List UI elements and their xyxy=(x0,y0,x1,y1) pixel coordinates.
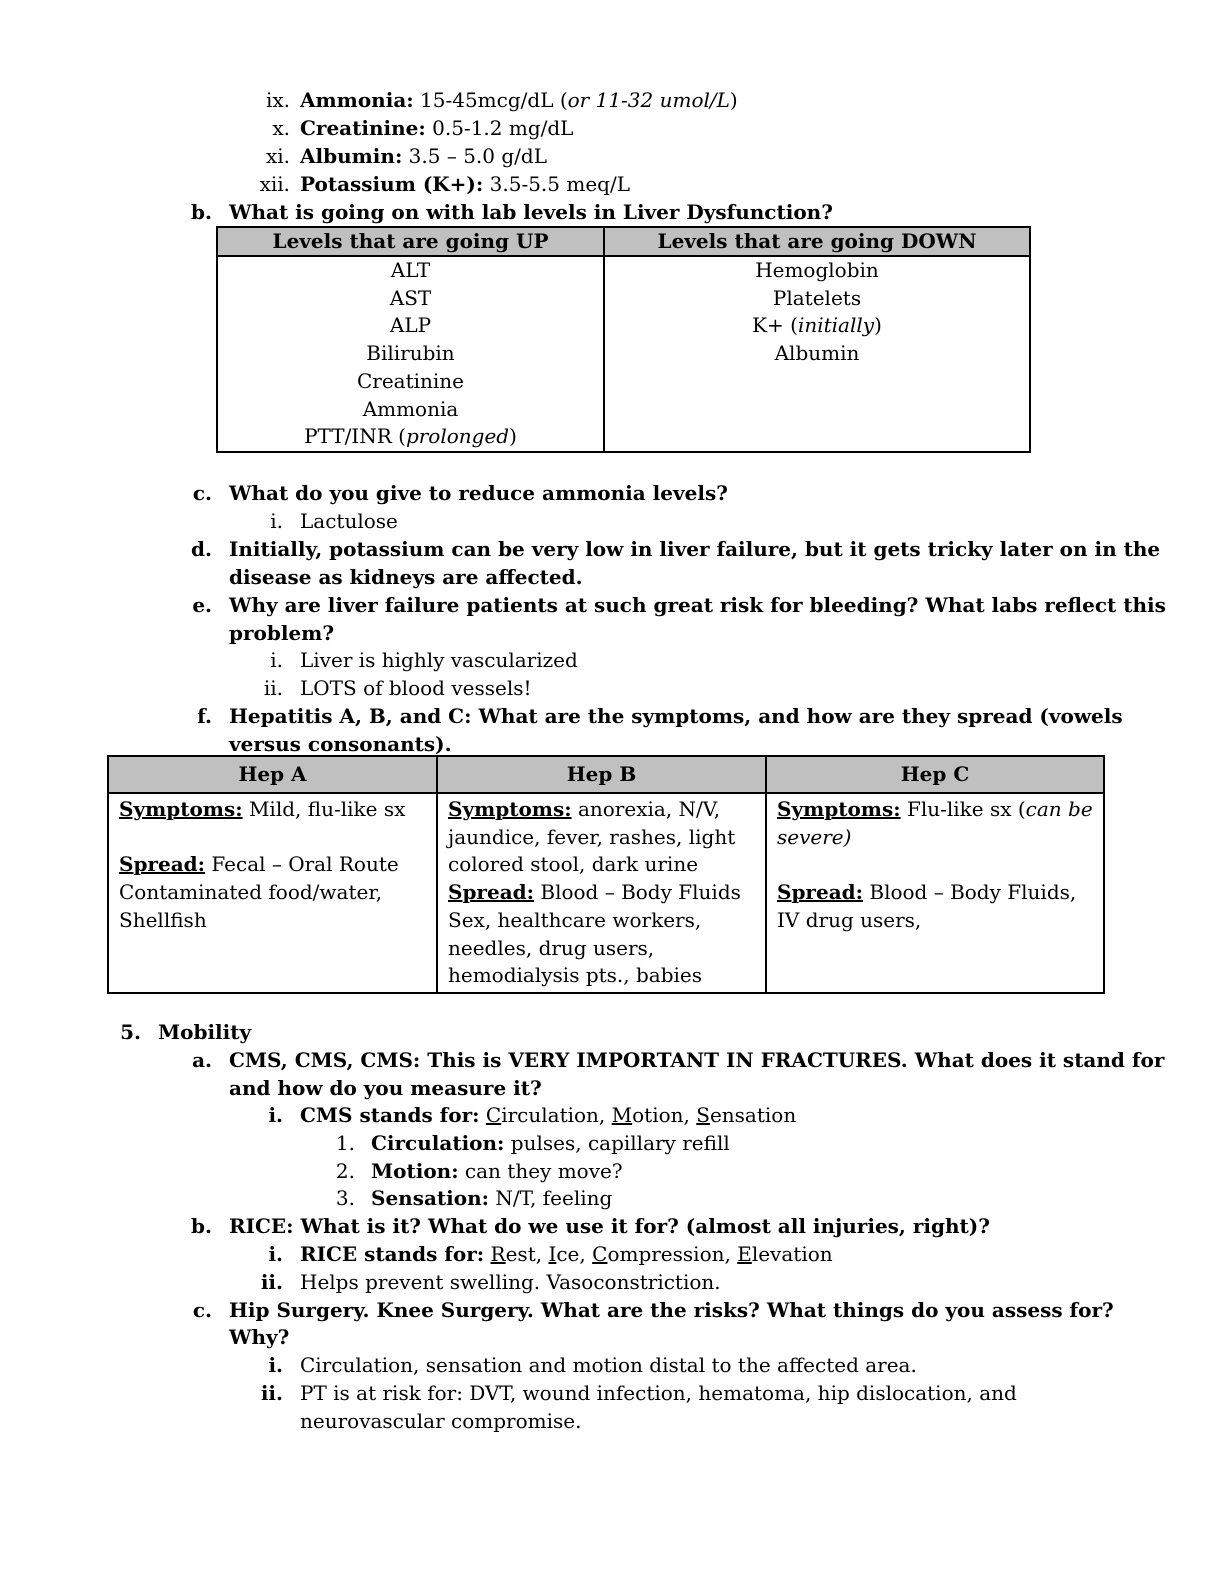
cms-definition: CMS stands for: Circulation, Motion, Sensation xyxy=(300,1103,797,1127)
list-number: x. xyxy=(272,116,290,140)
hep-a-cell xyxy=(108,793,437,993)
mobility-question-a-cont: and how do you measure it? xyxy=(229,1076,542,1100)
question-e: Why are liver failure patients at such great risk for bleeding? What labs reflect this xyxy=(229,593,1166,617)
list-number: i. xyxy=(268,1353,283,1377)
list-number: ii. xyxy=(260,1270,283,1294)
question-letter: c. xyxy=(192,481,212,505)
hep-c-spread: Spread: Blood – Body Fluids, xyxy=(777,880,1077,905)
rice-definition: RICE stands for: Rest, Ice, Compression, Elevation xyxy=(300,1242,833,1266)
hep-b-cell xyxy=(437,793,766,993)
list-number: ii. xyxy=(260,1381,283,1405)
question-d: Initially, potassium can be very low in liver failure, but it gets tricky later on in the xyxy=(229,537,1161,561)
question-d-cont: disease as kidneys are affected. xyxy=(229,565,583,589)
hep-c-spread-detail: IV drug users, xyxy=(777,907,922,932)
lab-up-item: Creatinine xyxy=(356,368,465,393)
column-header-up: Levels that are going UP xyxy=(217,227,604,256)
column-header-hep-a: Hep A xyxy=(108,756,437,793)
lab-up-item: AST xyxy=(389,285,432,310)
hep-a-spread-detail: Shellfish xyxy=(119,907,207,932)
question-letter: b. xyxy=(191,200,212,224)
mobility-question-a: CMS, CMS, CMS: This is VERY IMPORTANT IN FRACTURES. What does it stand for xyxy=(229,1048,1165,1072)
lab-levels-table xyxy=(216,226,1031,453)
levels-up-cell xyxy=(217,256,604,452)
ref-range-ammonia: Ammonia: 15-45mcg/dL (or 11-32 umol/L) xyxy=(300,88,738,112)
hep-c-cell xyxy=(766,793,1104,993)
hep-b-symptoms-detail: jaundice, fever, rashes, light xyxy=(448,824,736,849)
mobility-question-c: Hip Surgery. Knee Surgery. What are the risks? What things do you assess for? xyxy=(229,1298,1114,1322)
hep-c-symptoms-detail: severe) xyxy=(777,824,852,849)
section-number: 5. xyxy=(120,1020,141,1044)
answer-item-cont: neurovascular compromise. xyxy=(300,1409,582,1433)
list-number: ix. xyxy=(265,88,290,112)
list-number: 2. xyxy=(335,1159,355,1183)
list-number: xii. xyxy=(259,172,290,196)
hep-b-spread-detail: Sex, healthcare workers, xyxy=(448,907,702,932)
hep-a-symptoms: Symptoms: Mild, flu-like sx xyxy=(119,797,406,821)
section-title-mobility: Mobility xyxy=(158,1020,252,1044)
lab-down-item: Platelets xyxy=(772,285,862,310)
lab-down-item: Albumin xyxy=(774,341,860,366)
lab-up-item: Ammonia xyxy=(362,396,459,421)
answer-item: PT is at risk for: DVT, wound infection, hematoma, hip dislocation, and xyxy=(300,1381,1017,1405)
list-number: i. xyxy=(268,1103,283,1127)
lab-up-item: PTT/INR (prolonged) xyxy=(304,424,517,449)
question-f: Hepatitis A, B, and C: What are the symptoms, and how are they spread (vowels xyxy=(229,704,1123,728)
answer-item: Lactulose xyxy=(300,509,398,533)
answer-item: LOTS of blood vessels! xyxy=(300,676,532,700)
question-letter: d. xyxy=(191,537,212,561)
hep-b-spread: Spread: Blood – Body Fluids xyxy=(448,880,741,905)
hepatitis-table xyxy=(107,755,1105,994)
list-number: ii. xyxy=(263,676,283,700)
rice-purpose: Helps prevent swelling. Vasoconstriction. xyxy=(300,1270,721,1294)
ref-range-creatinine: Creatinine: 0.5-1.2 mg/dL xyxy=(300,116,574,140)
question-letter: c. xyxy=(192,1298,212,1322)
question-b: What is going on with lab levels in Liver Dysfunction? xyxy=(229,200,833,224)
question-f-cont: versus consonants). xyxy=(229,732,452,756)
list-number: 1. xyxy=(335,1131,355,1155)
list-number: i. xyxy=(270,648,283,672)
cms-item-sensation: Sensation: N/T, feeling xyxy=(371,1186,613,1210)
question-letter: e. xyxy=(192,593,212,617)
cms-item-motion: Motion: can they move? xyxy=(371,1159,623,1183)
cms-item-circulation: Circulation: pulses, capillary refill xyxy=(371,1131,730,1155)
column-header-down: Levels that are going DOWN xyxy=(604,227,1030,256)
hep-a-spread-detail: Contaminated food/water, xyxy=(119,880,383,905)
lab-down-item: Hemoglobin xyxy=(755,258,879,282)
hep-c-symptoms: Symptoms: Flu-like sx (can be xyxy=(777,797,1093,821)
column-header-hep-b: Hep B xyxy=(437,756,766,793)
question-c: What do you give to reduce ammonia levels? xyxy=(229,481,728,505)
question-letter: a. xyxy=(192,1048,212,1072)
hep-a-spread: Spread: Fecal – Oral Route xyxy=(119,852,399,877)
answer-item: Liver is highly vascularized xyxy=(300,648,578,672)
lab-down-item: K+ (initially) xyxy=(752,313,882,338)
answer-item: Circulation, sensation and motion distal to the affected area. xyxy=(300,1353,917,1377)
mobility-question-b: RICE: What is it? What do we use it for? (almost all injuries, right)? xyxy=(229,1214,990,1238)
question-e-cont: problem? xyxy=(229,621,335,645)
list-number: 3. xyxy=(335,1186,355,1210)
mobility-question-c-cont: Why? xyxy=(229,1325,290,1349)
hep-b-spread-detail: hemodialysis pts., babies xyxy=(448,963,703,988)
column-header-hep-c: Hep C xyxy=(766,756,1104,793)
question-letter: b. xyxy=(191,1214,212,1238)
list-number: i. xyxy=(268,1242,283,1266)
list-number: i. xyxy=(270,509,283,533)
lab-up-item: ALP xyxy=(389,313,432,338)
hep-b-symptoms: Symptoms: anorexia, N/V, xyxy=(448,797,721,821)
question-letter: f. xyxy=(197,704,212,728)
list-number: xi. xyxy=(265,144,290,168)
ref-range-albumin: Albumin: 3.5 – 5.0 g/dL xyxy=(300,144,547,168)
levels-down-cell xyxy=(604,256,1030,452)
hep-b-symptoms-detail: colored stool, dark urine xyxy=(448,852,699,877)
hep-b-spread-detail: needles, drug users, xyxy=(448,935,655,960)
lab-up-item: Bilirubin xyxy=(366,341,455,366)
lab-up-item: ALT xyxy=(390,258,431,282)
ref-range-potassium: Potassium (K+): 3.5-5.5 meq/L xyxy=(300,172,630,196)
